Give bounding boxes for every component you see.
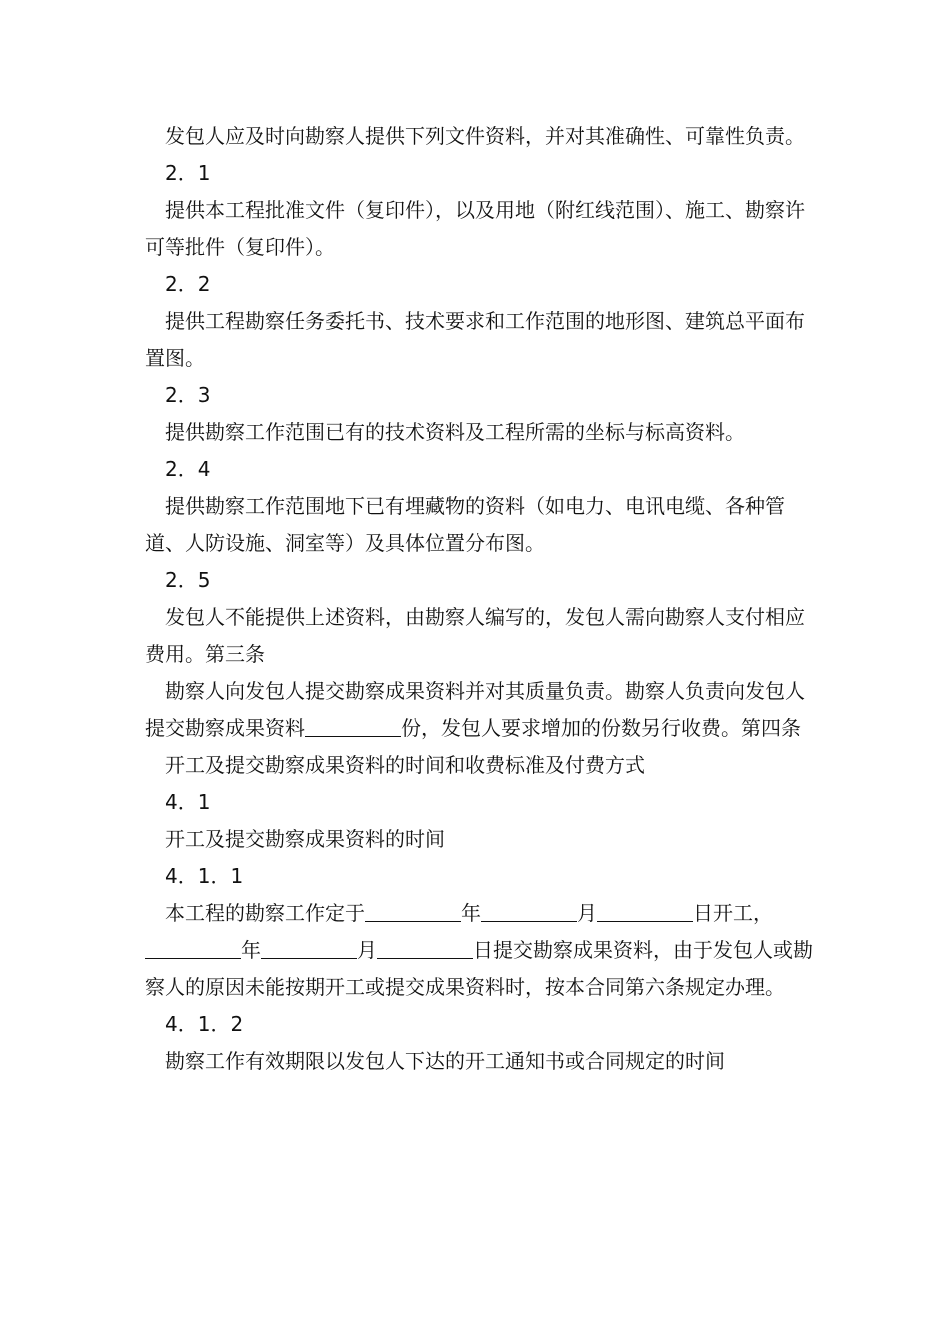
- clause-number: 2．2: [165, 272, 211, 296]
- paragraph-text: 提供勘察工作范围地下已有埋藏物的资料（如电力、电讯电缆、各种管道、人防设施、洞室等）及具体位置分布图。: [145, 494, 785, 555]
- paragraph-text: 提供本工程批准文件（复印件），以及用地（附红线范围）、施工、勘察许可等批件（复印件）。: [145, 198, 805, 259]
- clause-number: 4．1．1: [165, 864, 244, 888]
- fill-in-blank: [597, 901, 693, 922]
- clause-number: 2．5: [165, 568, 211, 592]
- paragraph-text: 勘察人向发包人提交勘察成果资料并对其质量负责。勘察人负责向发包人提交勘察成果资料 份，发包人要求增加的份数另行收费。第四条: [145, 679, 805, 740]
- paragraph-text: 提供工程勘察任务委托书、技术要求和工作范围的地形图、建筑总平面布置图。: [145, 309, 805, 370]
- clause-number: 4．1．2: [165, 1012, 244, 1036]
- fill-in-blank: [365, 901, 461, 922]
- paragraph-text: 发包人应及时向勘察人提供下列文件资料，并对其准确性、可靠性负责。: [165, 124, 805, 148]
- paragraph-text: 勘察工作有效期限以发包人下达的开工通知书或合同规定的时间: [165, 1049, 725, 1073]
- paragraph-text: 开工及提交勘察成果资料的时间: [165, 827, 445, 851]
- fill-in-blank: [377, 938, 473, 959]
- document-page: [145, 118, 815, 1080]
- clause-number: 2．3: [165, 383, 211, 407]
- fill-in-blank: [481, 901, 577, 922]
- paragraph-text: 提供勘察工作范围已有的技术资料及工程所需的坐标与标高资料。: [165, 420, 745, 444]
- fill-in-blank: [261, 938, 357, 959]
- paragraph-text: 本工程的勘察工作定于 年 月 日开工，年 月 日提交勘察成果资料，由于发包人或勘察人的原因未能按期开工或提交成果资料时，按本合同第六条规定办理。: [145, 901, 813, 999]
- paragraph-text: 发包人不能提供上述资料，由勘察人编写的，发包人需向勘察人支付相应费用。第三条: [145, 605, 805, 666]
- clause-number: 2．1: [165, 161, 211, 185]
- fill-in-blank: [145, 938, 241, 959]
- clause-number: 4．1: [165, 790, 211, 814]
- clause-number: 2．4: [165, 457, 211, 481]
- fill-in-blank: [305, 716, 401, 737]
- paragraph-text: 开工及提交勘察成果资料的时间和收费标准及付费方式: [165, 753, 645, 777]
